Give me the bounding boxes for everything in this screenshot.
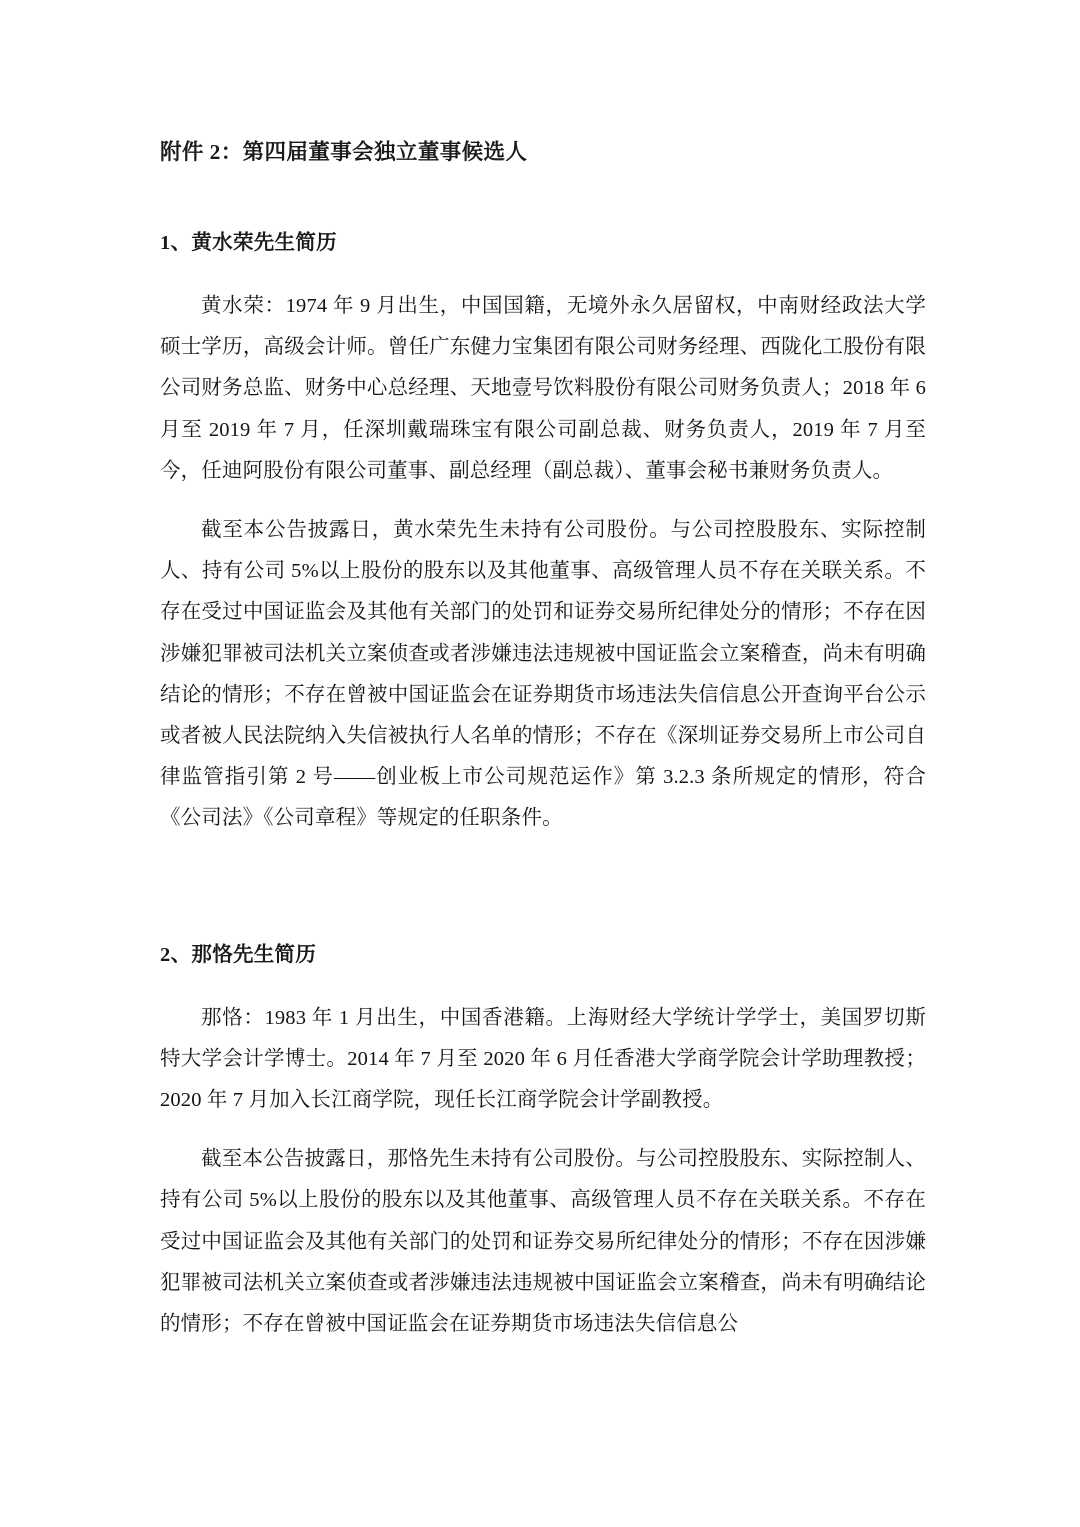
- document-content: [160, 0, 926, 1345]
- section-1-paragraph-2: 截至本公告披露日，黄水荣先生未持有公司股份。与公司控股股东、实际控制人、持有公司 5%以上股份的股东以及其他董事、高级管理人员不存在关联关系。不存在受过中国证监会及其他有关部门的处罚和证券交易所纪律处分的情形；不存在因涉嫌犯罪被司法机关立案侦查或者涉嫌违法违规被中国证监会立案稽查，尚未有明确结论的情形；不存在曾被中国证监会在证券期货市场违法失信信息公开查询平台公示或者被人民法院纳入失信被执行人名单的情形；不存在《深圳证券交易所上市公司自律监管指引第 2 号——创业板上市公司规范运作》第 3.2.3 条所规定的情形，符合《公司法》《公司章程》等规定的任职条件。: [160, 519, 926, 830]
- section-heading-2: 2、那恪先生简历: [160, 943, 317, 966]
- section-2-paragraph-2: 截至本公告披露日，那恪先生未持有公司股份。与公司控股股东、实际控制人、持有公司 5%以上股份的股东以及其他董事、高级管理人员不存在关联关系。不存在受过中国证监会及其他有关部门的处罚和证券交易所纪律处分的情形；不存在因涉嫌犯罪被司法机关立案侦查或者涉嫌违法违规被中国证监会立案稽查，尚未有明确结论的情形；不存在曾被中国证监会在证券期货市场违法失信信息公: [160, 1148, 926, 1336]
- page-title: 附件 2：第四届董事会独立董事候选人: [160, 140, 528, 164]
- section-1-paragraph-1: 黄水荣：1974 年 9 月出生，中国国籍，无境外永久居留权，中南财经政法大学硕士学历，高级会计师。曾任广东健力宝集团有限公司财务经理、西陇化工股份有限公司财务总监、财务中心总经理、天地壹号饮料股份有限公司财务负责人；2018 年 6 月至 2019 年 7 月，任深圳戴瑞珠宝有限公司副总裁、财务负责人，2019 年 7 月至今，任迪阿股份有限公司董事、副总经理（副总裁）、董事会秘书兼财务负责人。: [160, 295, 926, 482]
- section-heading-1: 1、黄水荣先生简历: [160, 232, 337, 254]
- section-2-paragraph-1: 那恪：1983 年 1 月出生，中国香港籍。上海财经大学统计学学士，美国罗切斯特大学会计学博士。2014 年 7 月至 2020 年 6 月任香港大学商学院会计学助理教授；2020 年 7 月加入长江商学院，现任长江商学院会计学副教授。: [160, 1006, 926, 1112]
